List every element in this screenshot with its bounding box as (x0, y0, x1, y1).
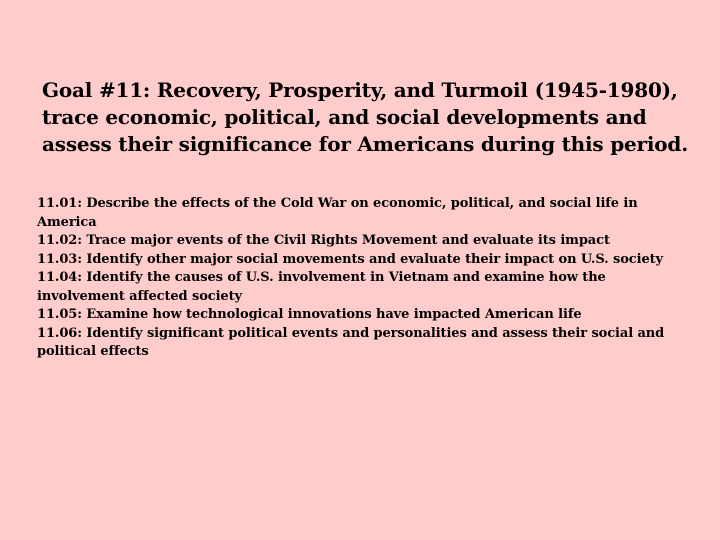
objectives-list (37, 195, 689, 362)
goal-title: Goal #11: Recovery, Prosperity, and Turmoil (1945-1980), trace economic, political, and social developments and assess their significance for Americans during this period. (42, 78, 688, 156)
objective-item: 11.01: Describe the effects of the Cold War on economic, political, and social life in America (37, 196, 638, 230)
objective-item: 11.05: Examine how technological innovations have impacted American life (37, 307, 582, 322)
objective-item: 11.06: Identify significant political events and personalities and assess their social and political effects (37, 325, 665, 359)
objective-item: 11.04: Identify the causes of U.S. involvement in Vietnam and examine how the involvement affected society (37, 270, 606, 304)
objective-item: 11.02: Trace major events of the Civil Rights Movement and evaluate its impact (37, 233, 610, 248)
objective-item: 11.03: Identify other major social movements and evaluate their impact on U.S. society (37, 251, 663, 267)
